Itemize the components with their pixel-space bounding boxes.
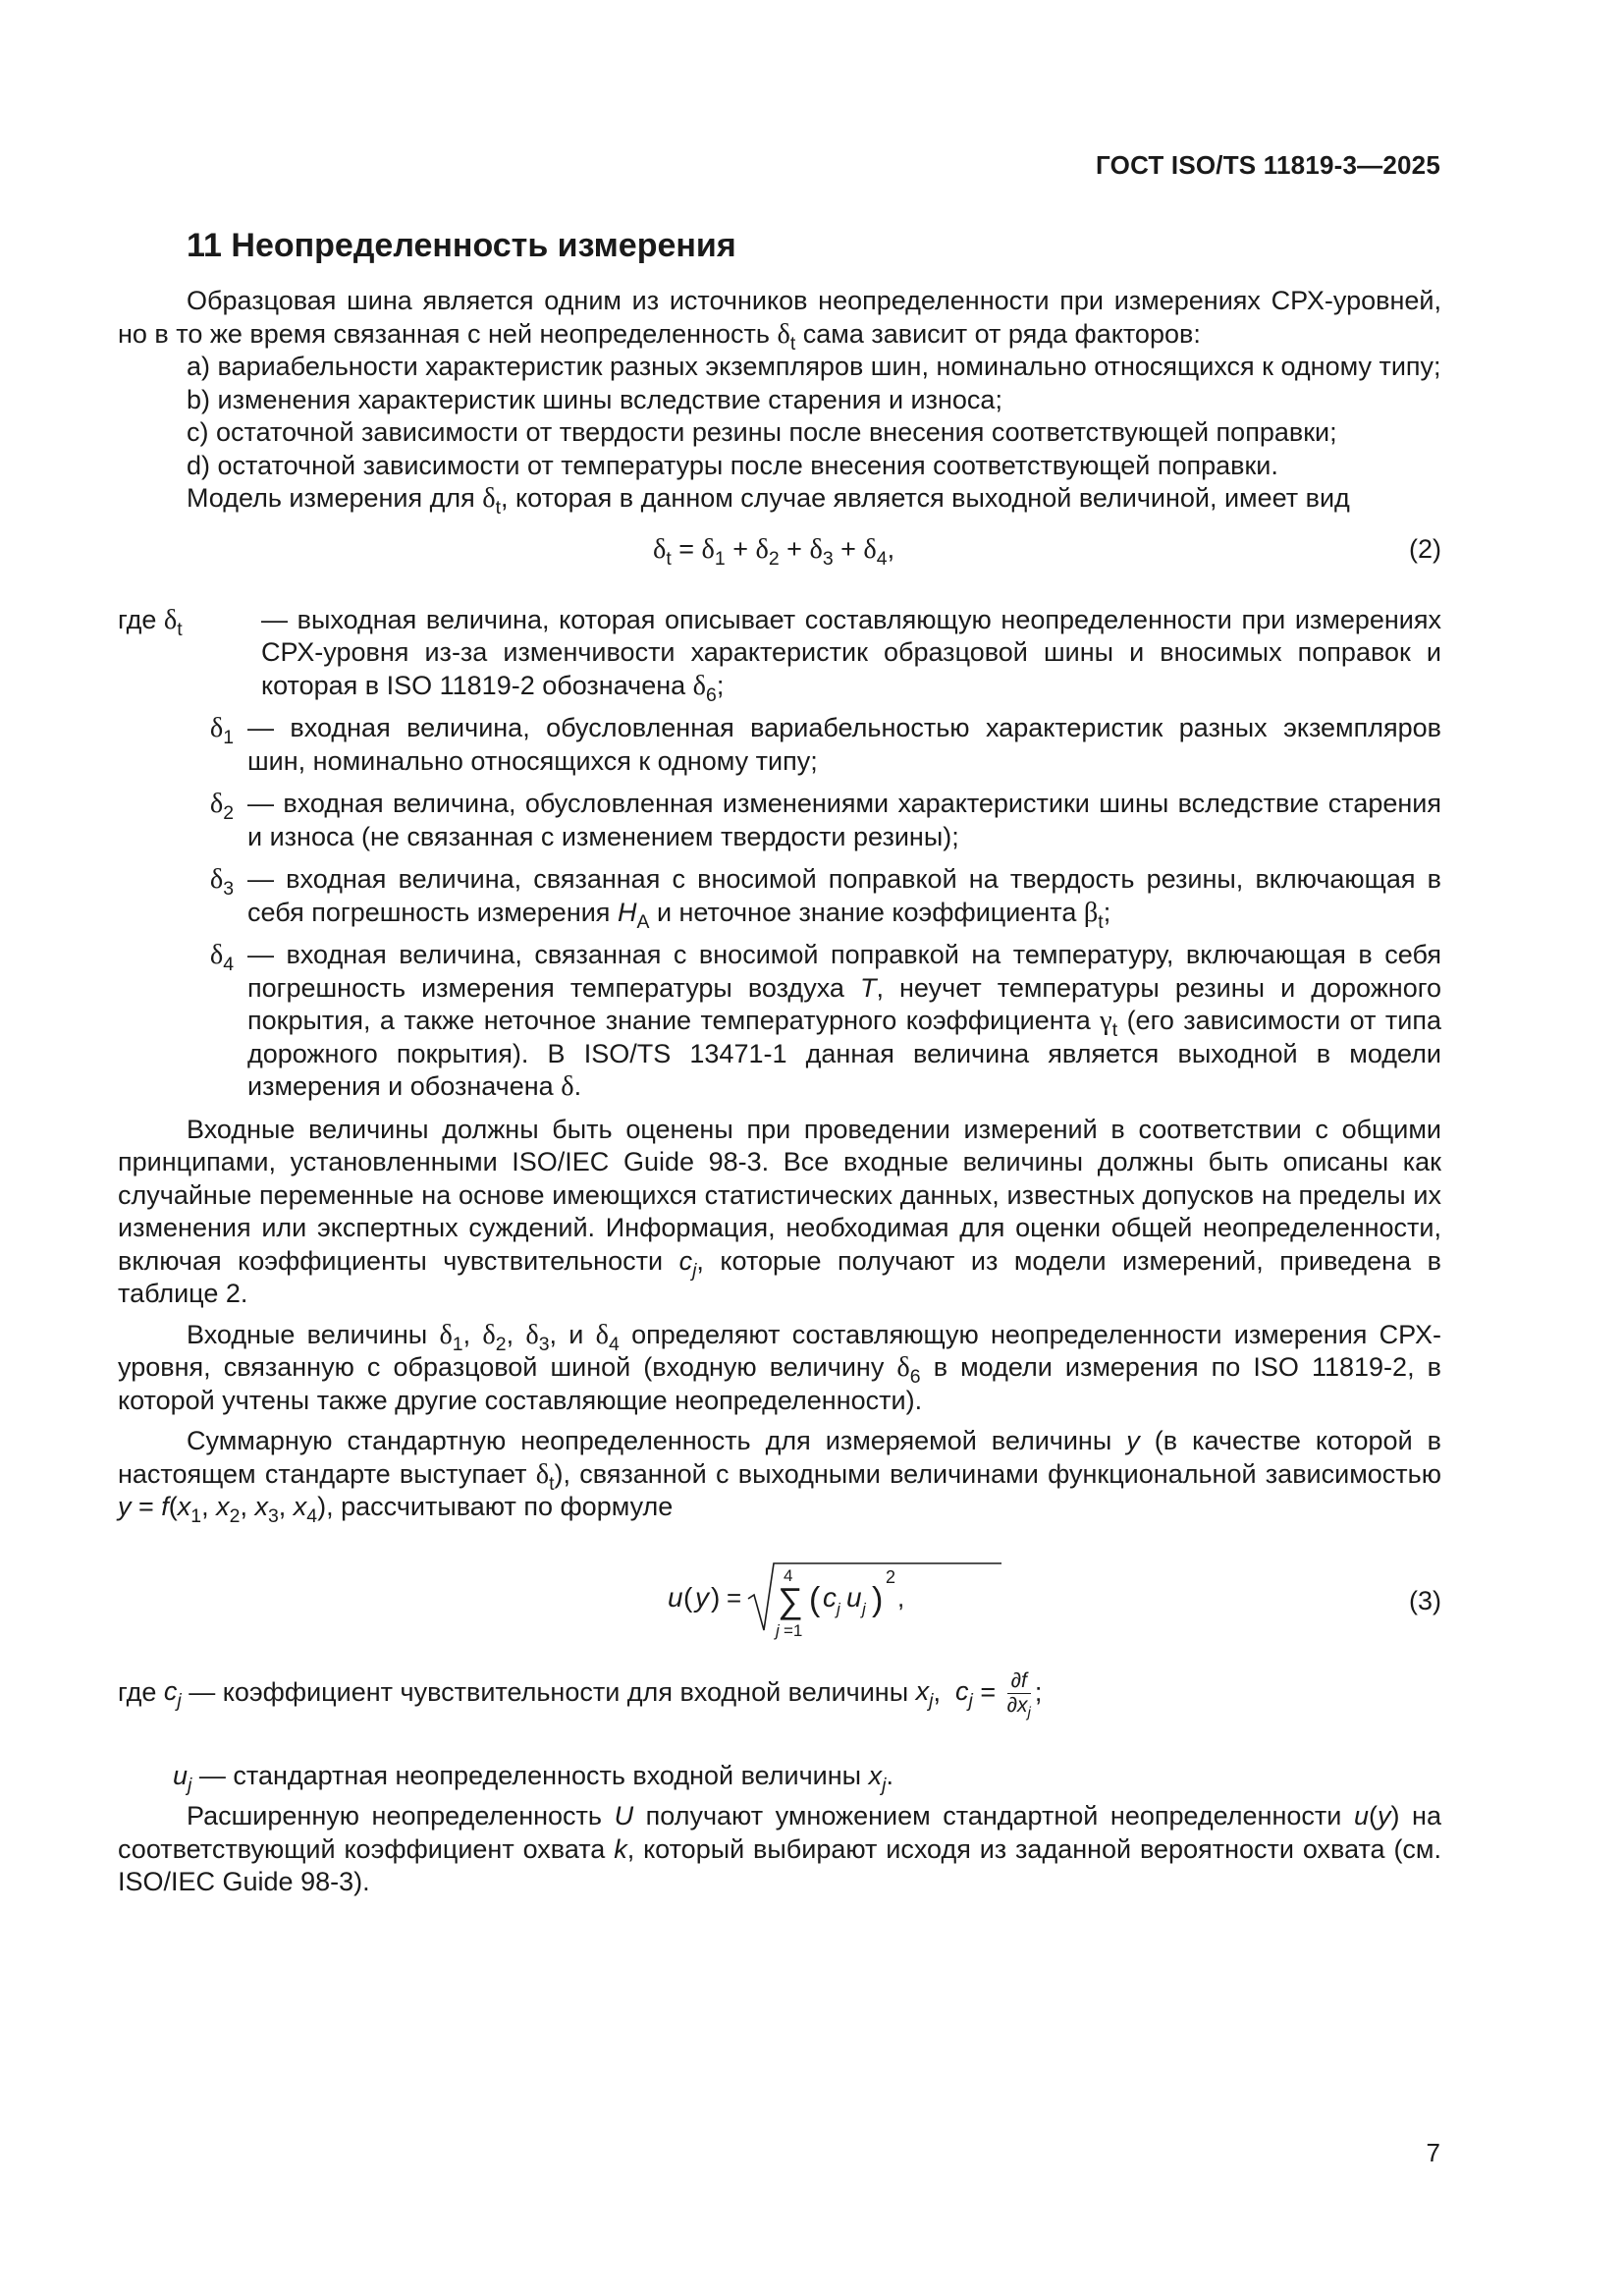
svg-text:=1: =1: [784, 1620, 803, 1640]
definition-delta-2: — входная величина, обусловленная изменениями характеристики шины вследствие старения и износа (не связанная с изменением твердости резины);: [247, 789, 1441, 851]
svg-text:j: j: [776, 1620, 780, 1640]
definition-cj: где $c_j$ — коэффициент чувствительности для входной величины $x_j$, $c_j$ = $\frac{\partial f}{\partial x_j}$ ;: [118, 1668, 1043, 1722]
definition-delta-3: — входная величина, связанная с вносимой поправкой на твердость резины, включающая в себя погрешность измерения $H_A$ и неточное знание коэффициента $\beta_t$;: [247, 864, 1441, 933]
svg-text:=: =: [727, 1582, 742, 1613]
equation-3-formula: [668, 1536, 1021, 1654]
section-title: 11 Неопределенность измерения: [187, 227, 736, 264]
equation-2: [118, 516, 1441, 586]
list-item-b: b) изменения характеристик шины вследствие старения и износа;: [187, 384, 1002, 414]
svg-text:∑: ∑: [778, 1579, 803, 1620]
section-body: [118, 285, 1441, 1899]
svg-text:4: 4: [784, 1565, 793, 1585]
page-number: 7: [1426, 2138, 1440, 2167]
definition-delta-t: — выходная величина, которая описывает составляющую неопределенности при измерениях СРХ-уровня из-за изменчивости характеристик образцовой шины и вносимых поправок и которая в ISO 11819-2 обозначена $\delta_6$;: [261, 604, 1441, 706]
combined-uncertainty-paragraph: Суммарную стандартную неопределенность для измеряемой величины y (в качестве которой в настоящем стандарте выступает $\delta_t$), связанной с выходными величинами функциональной зависимостью $y = f(x_1$, $x_2$, $x_3$, $x_4$), рассчитывают по формуле: [118, 1426, 1441, 1527]
partial-derivative-fraction: $\frac{\partial f}{\partial x_j}$: [1006, 1668, 1031, 1722]
model-intro: Модель измерения для $\delta_t$, которая в данном случае является выходной величиной, имеет вид: [187, 483, 1350, 519]
list-item-d: d) остаточной зависимости от температуры после внесения соответствующей поправки.: [187, 450, 1278, 480]
svg-text:c: c: [823, 1581, 837, 1613]
inputs-paragraph: Входные величины должны быть оценены при проведении измерений в соответствии с общими принципами, установленными ISO/IEC Guide 98-3. Все входные величины должны быть описаны как случайные переменные на основе имеющихся статистических данных, известных допусков на пределы их изменения или экспертных суждений. Информация, необходимая для оценки общей неопределенности, включая коэффициенты чувствительности $c_j$, которые получают из модели измерений, приведена в таблице 2.: [118, 1114, 1441, 1308]
svg-text:(: (: [683, 1581, 693, 1613]
definition-row: $\delta_1$ — входная величина, обусловленная вариабельностью характеристик разных экземпляров шин, номинально относящихся к одному типу;: [118, 712, 1441, 788]
definition-row: $\delta_2$ — входная величина, обусловленная изменениями характеристики шины вследствие старения и износа (не связанная с изменением твердости резины);: [118, 788, 1441, 863]
svg-text:j: j: [862, 1599, 866, 1618]
determine-paragraph: Входные величины $\delta_1$, $\delta_2$, $\delta_3$, и $\delta_4$ определяют составляющую неопределенности измерения СРХ-уровня, связанную с образцовой шиной (входную величину $\delta_6$ в модели измерения по ISO 11819-2, в которой учтены также другие составляющие неопределенности).: [118, 1319, 1441, 1415]
svg-text:(: (: [809, 1580, 821, 1618]
svg-text:2: 2: [886, 1566, 896, 1587]
document-header: ГОСТ ISO/TS 11819-3—2025: [1096, 150, 1440, 180]
list-item-c: c) остаточной зависимости от твердости резины после внесения соответствующей поправки;: [187, 417, 1337, 447]
definition-row: где $\delta_t$ — выходная величина, которая описывает составляющую неопределенности при измерениях СРХ-уровня из-за изменчивости характеристик образцовой шины и вносимых поправок и которая в ISO 11819-2 обозначена $\delta_6$;: [118, 604, 1441, 713]
equation-2-formula: $\delta_t = \delta_1 + \delta_2 + \delta_3 + \delta_4$,: [653, 533, 895, 570]
svg-text:u: u: [668, 1581, 683, 1613]
svg-text:,: ,: [897, 1582, 905, 1613]
definition-delta-4: — входная величина, связанная с вносимой поправкой на температуру, включающая в себя погрешность измерения температуры воздуха T, неучет температуры резины и дорожного покрытия, а также неточное знание температурного коэффициента $\gamma_t$ (его зависимости от типа дорожного покрытия). В ISO/TS 13471-1 данная величина является выходной в модели измерения и обозначена δ.: [247, 940, 1441, 1102]
factors-list: [118, 351, 1441, 482]
definition-row: $\delta_3$ — входная величина, связанная с вносимой поправкой на твердость резины, включающая в себя погрешность измерения $H_A$ и неточное знание коэффициента $\beta_t$;: [118, 863, 1441, 939]
definition-row: $\delta_4$ — входная величина, связанная с вносимой поправкой на температуру, включающая в себя погрешность измерения температуры воздуха T, неучет температуры резины и дорожного покрытия, а также неточное знание температурного коэффициента $\gamma_t$ (его зависимости от типа дорожного покрытия). В ISO/TS 13471-1 данная величина является выходной в модели измерения и обозначена δ.: [118, 939, 1441, 1114]
list-item-a: a) вариабельности характеристик разных экземпляров шин, номинально относящихся к одному типу;: [187, 352, 1441, 381]
svg-text:): ): [711, 1581, 721, 1613]
definition-delta-1: — входная величина, обусловленная вариабельностью характеристик разных экземпляров шин, номинально относящихся к одному типу;: [247, 713, 1441, 776]
svg-text:y: y: [695, 1581, 709, 1613]
svg-text:u: u: [846, 1581, 862, 1613]
expanded-uncertainty-paragraph: Расширенную неопределенность U получают умножением стандартной неопределенности u(y) на соответствующий коэффициент охвата k, который выбирают исходя из заданной вероятности охвата (см. ISO/IEC Guide 98-3).: [118, 1801, 1441, 1896]
definition-uj: $u_j$ — стандартная неопределенность входной величины $x_j$.: [173, 1760, 893, 1796]
svg-text:): ): [872, 1580, 884, 1618]
coefficient-definitions: [118, 1669, 1441, 1760]
intro-paragraph: Образцовая шина является одним из источников неопределенности при измерениях СРХ-уровней, но в то же время связанная с ней неопределенность $\delta_t$ сама зависит от ряда факторов:: [118, 286, 1441, 355]
svg-text:j: j: [837, 1599, 840, 1618]
equation-2-number: (2): [1409, 533, 1441, 564]
equation-3-number: (3): [1409, 1585, 1441, 1615]
variable-definitions: [118, 604, 1441, 1114]
equation-3: [118, 1536, 1441, 1654]
